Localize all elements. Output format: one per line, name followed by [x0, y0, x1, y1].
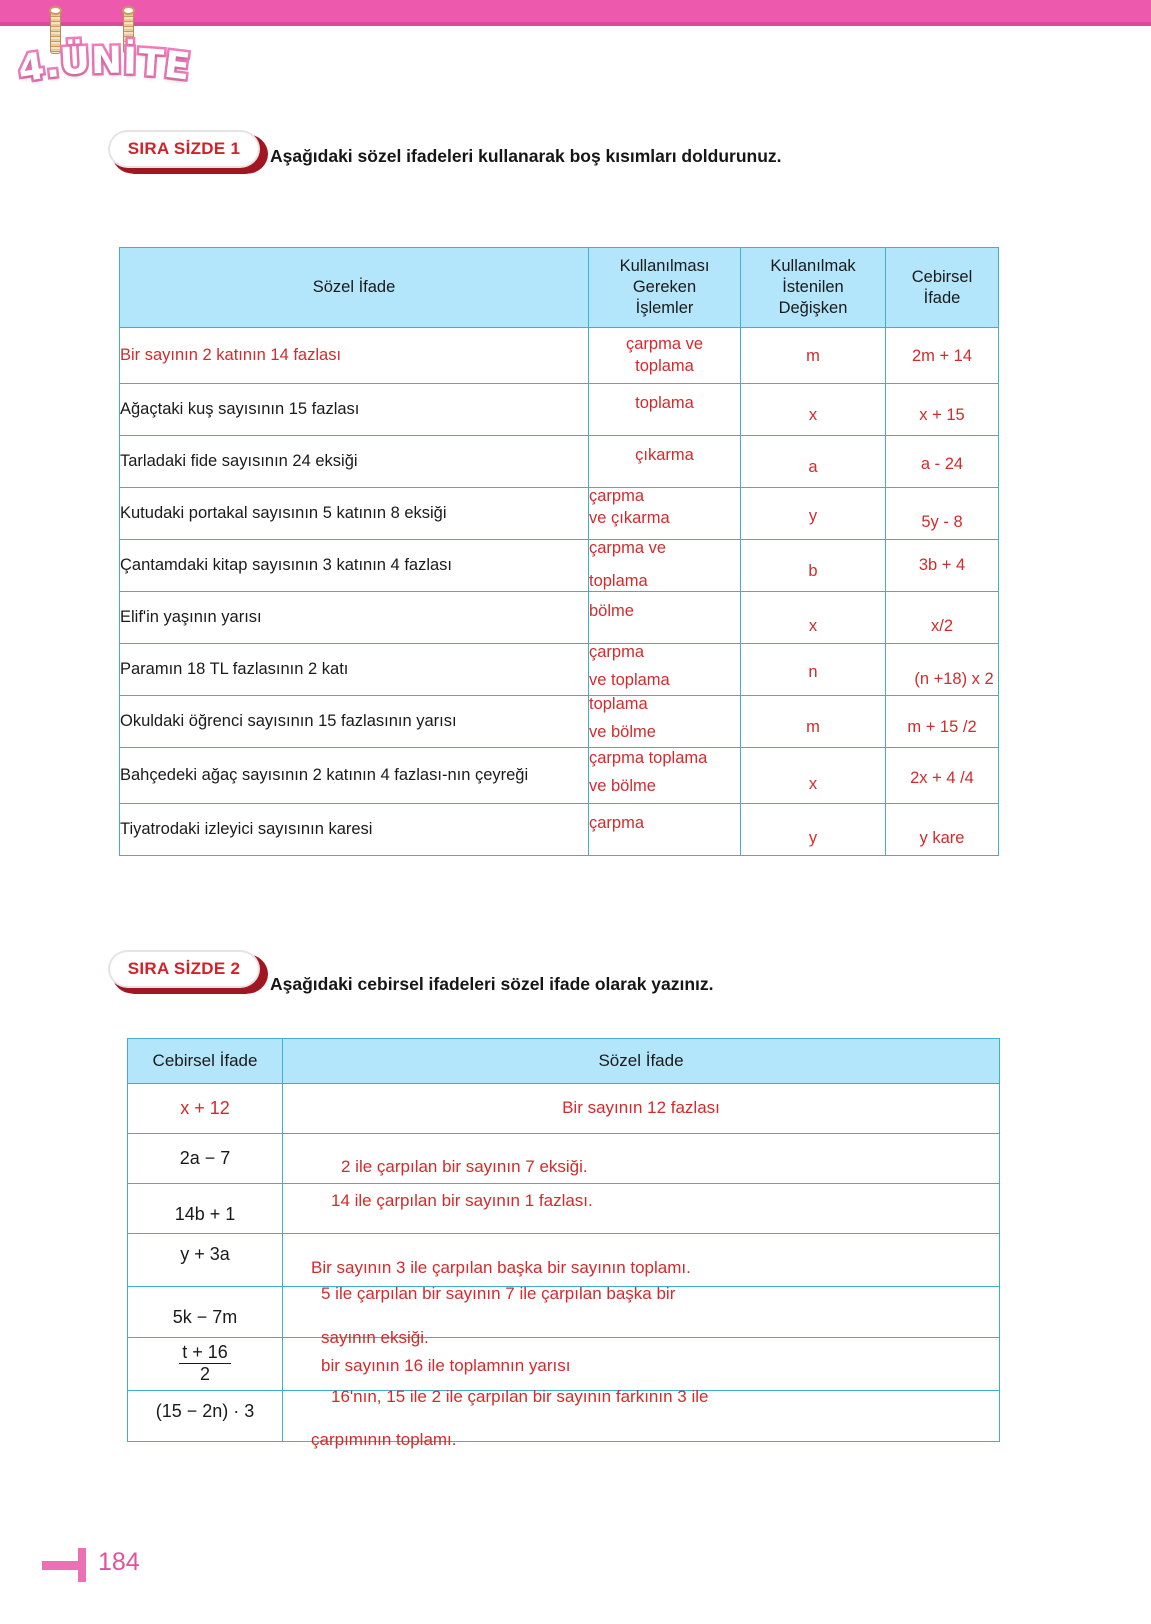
cell-expression: 3b + 4: [886, 540, 999, 592]
cell-verbal: Elif'in yaşının yarısı: [120, 592, 589, 644]
cell-variable: m: [741, 696, 886, 748]
cell-verbal: Bir sayının 3 ile çarpılan başka bir sayının toplamı.: [283, 1233, 1000, 1286]
cell-variable: x: [741, 748, 886, 804]
cell-verbal: Tiyatrodaki izleyici sayısının karesi: [120, 804, 589, 856]
cell-expression: (n +18) x 2: [886, 644, 999, 696]
cell-operations: çarpma ve toplama: [589, 328, 741, 384]
table-row: [120, 328, 999, 384]
cell-verbal: 14 ile çarpılan bir sayının 1 fazlası.: [283, 1183, 1000, 1233]
cell-expression: 2a − 7: [128, 1133, 283, 1183]
footer-rule: [42, 1561, 82, 1570]
cell-verbal: Bir sayının 2 katının 14 fazlası: [120, 328, 589, 384]
th-kullanilmasi-gereken-islemler: Kullanılması Gereken İşlemler: [589, 248, 741, 328]
table-header-row: [128, 1039, 1000, 1084]
cell-verbal: Bir sayının 12 fazlası: [283, 1083, 1000, 1133]
cell-operations: toplama: [589, 384, 741, 436]
table-row: [120, 436, 999, 488]
cell-verbal: Paramın 18 TL fazlasının 2 katı: [120, 644, 589, 696]
table-row: [120, 804, 999, 856]
cell-variable: y: [741, 804, 886, 856]
cell-verbal: 2 ile çarpılan bir sayının 7 eksiği.: [283, 1133, 1000, 1183]
fraction: [179, 1343, 231, 1384]
th-sozel-ifade: Sözel İfade: [283, 1039, 1000, 1084]
cell-expression: y + 3a: [128, 1233, 283, 1286]
sira-sizde-1-badge: [108, 130, 268, 174]
cell-expression: x/2: [886, 592, 999, 644]
cell-operations: bölme: [589, 592, 741, 644]
cell-verbal: Ağaçtaki kuş sayısının 15 fazlası: [120, 384, 589, 436]
table-row: [120, 384, 999, 436]
instruction-1: Aşağıdaki sözel ifadeleri kullanarak boş kısımları doldurunuz.: [270, 146, 782, 166]
th-sozel-ifade: Sözel İfade: [120, 248, 589, 328]
cell-operations: çarpma ve toplama: [589, 644, 741, 696]
cell-expression: 2m + 14: [886, 328, 999, 384]
cell-variable: a: [741, 436, 886, 488]
table-row: [128, 1133, 1000, 1183]
cell-expression: a - 24: [886, 436, 999, 488]
cell-variable: y: [741, 488, 886, 540]
cell-expression: x + 15: [886, 384, 999, 436]
table-row: [120, 592, 999, 644]
footer-rule-cap: [78, 1548, 86, 1582]
cell-operations: çıkarma: [589, 436, 741, 488]
table-row: [128, 1083, 1000, 1133]
cell-expression: y kare: [886, 804, 999, 856]
table-row: [120, 644, 999, 696]
cell-variable: m: [741, 328, 886, 384]
cell-verbal: Okuldaki öğrenci sayısının 15 fazlasının yarısı: [120, 696, 589, 748]
cell-operations: çarpma toplama ve bölme: [589, 748, 741, 804]
cell-verbal: Bahçedeki ağaç sayısının 2 katının 4 fazlası-nın çeyreği: [120, 748, 589, 804]
cell-expression: x + 12: [128, 1083, 283, 1133]
cell-verbal: Tarladaki fide sayısının 24 eksiği: [120, 436, 589, 488]
cell-verbal: 5 ile çarpılan bir sayının 7 ile çarpılan başka bir sayının eksiği.: [283, 1286, 1000, 1337]
sira-sizde-2-badge: [108, 950, 268, 994]
spiral-ring-icon: [122, 6, 135, 15]
cell-expression: (15 − 2n) · 3: [128, 1390, 283, 1441]
cell-operations: çarpma: [589, 804, 741, 856]
badge-body: [108, 130, 260, 168]
instruction-2: Aşağıdaki cebirsel ifadeleri sözel ifade olarak yazınız.: [270, 974, 714, 994]
cell-variable: b: [741, 540, 886, 592]
cell-verbal: Çantamdaki kitap sayısının 3 katının 4 fazlası: [120, 540, 589, 592]
table-row: [128, 1286, 1000, 1337]
table-row: [120, 488, 999, 540]
spiral-ring-icon: [49, 6, 62, 15]
cell-verbal: 16'nın, 15 ile 2 ile çarpılan bir sayının farkının 3 ile çarpımının toplamı.: [283, 1390, 1000, 1441]
unit-badge: [15, 6, 194, 92]
fraction-numerator: t + 16: [179, 1343, 231, 1364]
cell-expression: 5k − 7m: [128, 1286, 283, 1337]
cell-variable: x: [741, 592, 886, 644]
th-cebirsel-ifade: Cebirsel İfade: [128, 1039, 283, 1084]
table-header-row: [120, 248, 999, 328]
table-row: [120, 748, 999, 804]
cell-operations: çarpma ve toplama: [589, 540, 741, 592]
table-row: [128, 1390, 1000, 1441]
cell-operations: çarpma ve çıkarma: [589, 488, 741, 540]
cell-expression: m + 15 /2: [886, 696, 999, 748]
table-row: [128, 1183, 1000, 1233]
cell-variable: x: [741, 384, 886, 436]
table-sozel-ifade: [119, 247, 999, 856]
th-cebirsel-ifade: Cebirsel İfade: [886, 248, 999, 328]
table-row: [128, 1233, 1000, 1286]
cell-expression: 14b + 1: [128, 1183, 283, 1233]
table-row: [120, 540, 999, 592]
cell-verbal: Kutudaki portakal sayısının 5 katının 8 eksiği: [120, 488, 589, 540]
sira-sizde-1-label: SIRA SİZDE 1: [127, 139, 241, 158]
table-cebirsel-ifade: [127, 1038, 1000, 1449]
cell-verbal: bir sayının 16 ile toplamnın yarısı: [283, 1337, 1000, 1390]
cell-variable: n: [741, 644, 886, 696]
table-row: [120, 696, 999, 748]
page-number: 184: [98, 1548, 140, 1576]
cell-expression-fraction: [128, 1337, 283, 1390]
sira-sizde-2-label: SIRA SİZDE 2: [127, 959, 241, 978]
fraction-denominator: 2: [199, 1363, 210, 1384]
cell-operations: toplama ve bölme: [589, 696, 741, 748]
cell-expression: 2x + 4 /4: [886, 748, 999, 804]
unit-label: 4.ÜNİTE: [15, 38, 194, 91]
cell-expression: 5y - 8: [886, 488, 999, 540]
badge-body: [108, 950, 260, 988]
th-kullanilmak-istenilen-degisken: Kullanılmak İstenilen Değişken: [741, 248, 886, 328]
